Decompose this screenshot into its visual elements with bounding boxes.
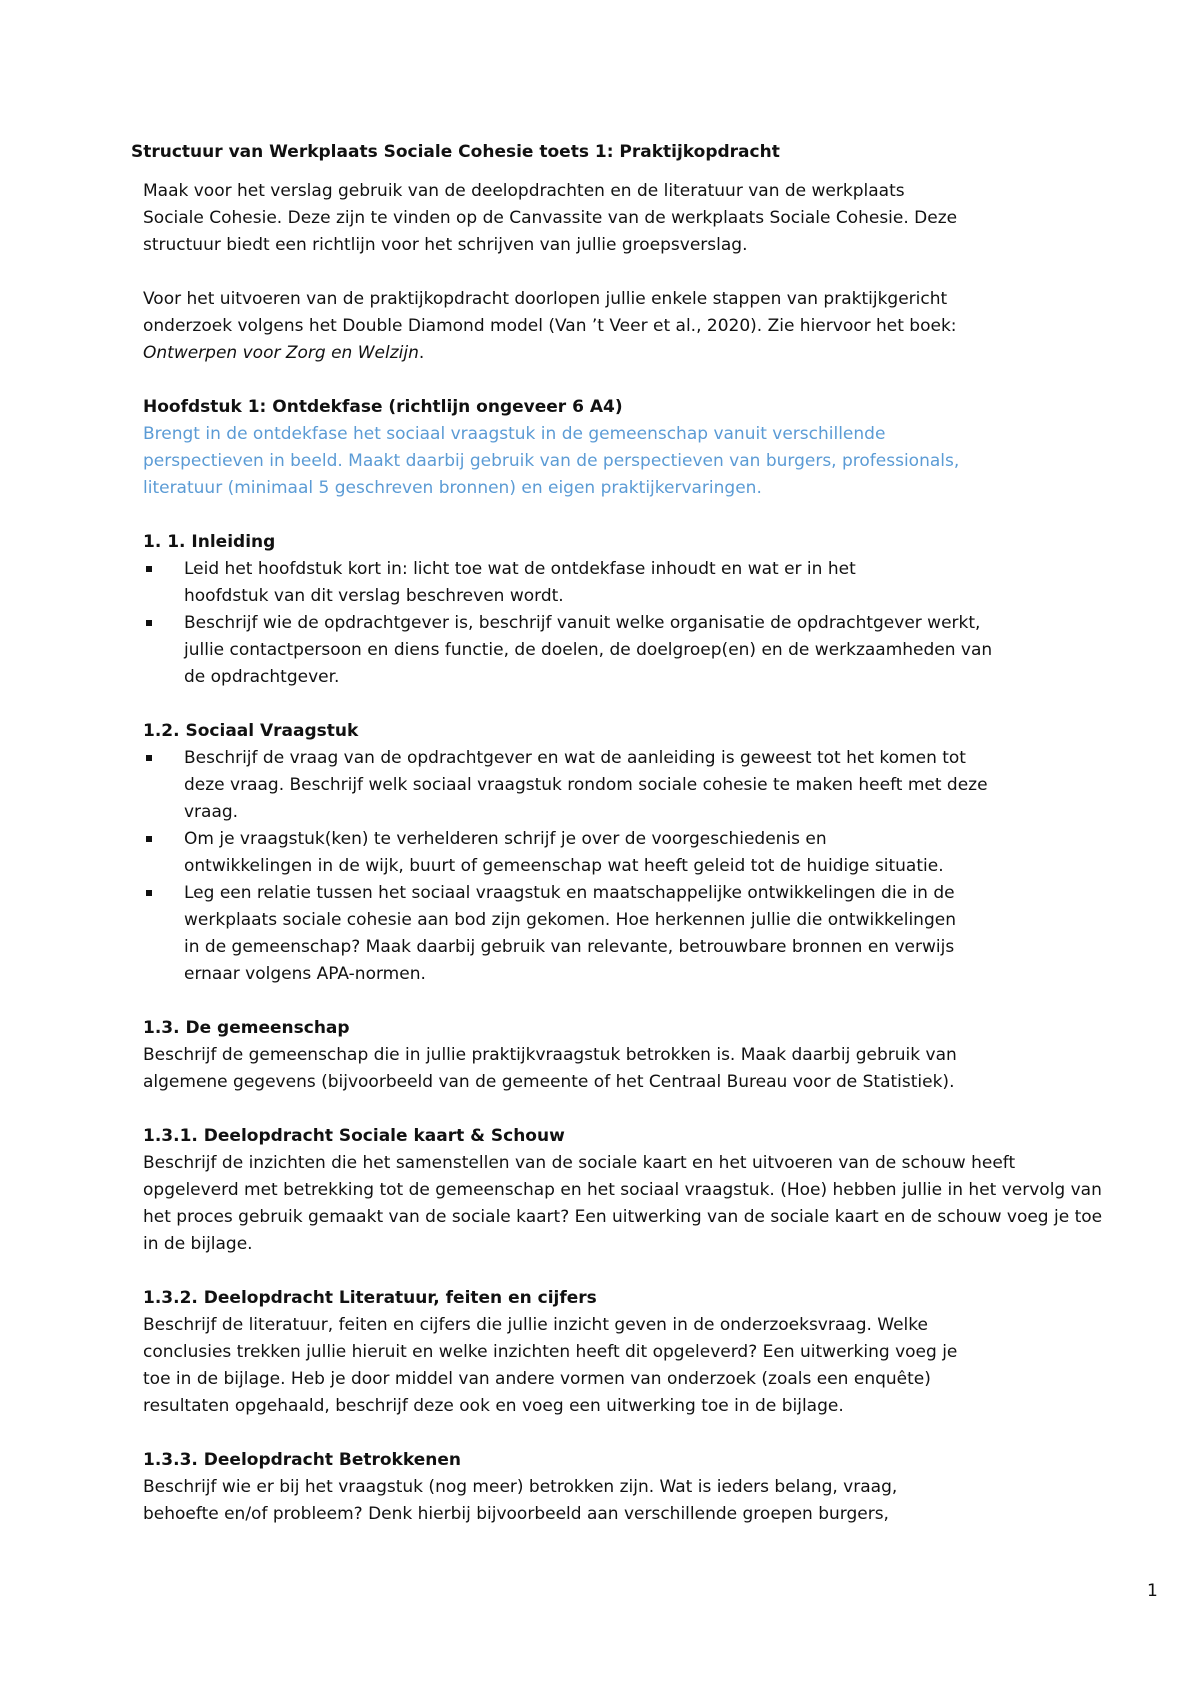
text-line: literatuur (minimaal 5 geschreven bronnen) en eigen praktijkervaringen. <box>143 478 762 498</box>
bullet-item <box>143 826 1153 880</box>
text-line: Beschrijf wie er bij het vraagstuk (nog meer) betrokken zijn. Wat is ieders belang, vraag, <box>143 1477 898 1497</box>
text-line: Beschrijf de literatuur, feiten en cijfers die jullie inzicht geven in de onderzoeksvraag. Welke <box>143 1315 928 1335</box>
text-line: Beschrijf wie de opdrachtgever is, beschrijf vanuit welke organisatie de opdrachtgever werkt, <box>184 613 981 633</box>
section-1-3-2 <box>143 1285 1153 1420</box>
bullet-list <box>143 556 1153 691</box>
text-line: Brengt in de ontdekfase het sociaal vraagstuk in de gemeenschap vanuit verschillende <box>143 424 886 444</box>
text-line: hoofdstuk van dit verslag beschreven wordt. <box>184 586 564 606</box>
section-heading: 1.3. De gemeenschap <box>143 1018 350 1038</box>
text-line: het proces gebruik gemaakt van de sociale kaart? Een uitwerking van de sociale kaart en de schouw voeg je toe <box>143 1207 1103 1227</box>
section-heading: 1.2. Sociaal Vraagstuk <box>143 721 359 741</box>
text-line: ontwikkelingen in de wijk, buurt of gemeenschap wat heeft geleid tot de huidige situatie. <box>184 856 944 876</box>
document-title: Structuur van Werkplaats Sociale Cohesie toets 1: Praktijkopdracht <box>131 142 780 162</box>
text-line: Beschrijf de inzichten die het samenstellen van de sociale kaart en het uitvoeren van de schouw heeft <box>143 1153 1016 1173</box>
bullet-item <box>143 556 1153 610</box>
text-line: Maak voor het verslag gebruik van de deelopdrachten en de literatuur van de werkplaats <box>143 181 905 201</box>
section-1-2 <box>143 718 1153 988</box>
bullet-item <box>143 745 1153 826</box>
text-line: jullie contactpersoon en diens functie, de doelen, de doelgroep(en) en de werkzaamheden van <box>184 640 993 660</box>
chapter-1-section <box>143 394 1153 502</box>
bullet-item <box>143 880 1153 988</box>
text-line: Leg een relatie tussen het sociaal vraagstuk en maatschappelijke ontwikkelingen die in de <box>184 883 955 903</box>
bullet-list <box>143 745 1153 988</box>
text-line: behoefte en/of probleem? Denk hierbij bijvoorbeeld aan verschillende groepen burgers, <box>143 1504 889 1524</box>
book-title: Ontwerpen voor Zorg en Welzijn <box>143 343 419 363</box>
text-line: opgeleverd met betrekking tot de gemeenschap en het sociaal vraagstuk. (Hoe) hebben jullie in het vervolg van <box>143 1180 1102 1200</box>
text-line: algemene gegevens (bijvoorbeeld van de gemeente of het Centraal Bureau voor de Statistiek). <box>143 1072 955 1092</box>
text-line: vraag. <box>184 802 239 822</box>
text-line: perspectieven in beeld. Maakt daarbij gebruik van de perspectieven van burgers, professionals, <box>143 451 960 471</box>
text-line: de opdrachtgever. <box>184 667 340 687</box>
text-line: Voor het uitvoeren van de praktijkopdracht doorlopen jullie enkele stappen van praktijkgericht <box>143 289 948 309</box>
section-1-3 <box>143 1015 1153 1096</box>
page-number: 1 <box>1147 1581 1158 1601</box>
book-title-suffix: . <box>418 343 425 363</box>
section-1-3-1 <box>143 1123 1153 1258</box>
intro-paragraph <box>143 178 1153 259</box>
section-heading: 1. 1. Inleiding <box>143 532 276 552</box>
text-line: Beschrijf de vraag van de opdrachtgever en wat de aanleiding is geweest tot het komen tot <box>184 748 966 768</box>
text-line: Beschrijf de gemeenschap die in jullie praktijkvraagstuk betrokken is. Maak daarbij gebruik van <box>143 1045 957 1065</box>
text-line: deze vraag. Beschrijf welk sociaal vraagstuk rondom sociale cohesie te maken heeft met deze <box>184 775 988 795</box>
chapter-1-heading: Hoofdstuk 1: Ontdekfase (richtlijn ongeveer 6 A4) <box>143 397 623 417</box>
text-line <box>143 340 1153 367</box>
text-line: toe in de bijlage. Heb je door middel van andere vormen van onderzoek (zoals een enquête) <box>143 1369 931 1389</box>
text-line: Leid het hoofdstuk kort in: licht toe wat de ontdekfase inhoudt en wat er in het <box>184 559 856 579</box>
text-line: onderzoek volgens het Double Diamond model (Van ’t Veer et al., 2020). Zie hiervoor het boek: <box>143 316 957 336</box>
section-heading: 1.3.2. Deelopdracht Literatuur, feiten en cijfers <box>143 1288 597 1308</box>
section-1-3-3 <box>143 1447 1153 1528</box>
text-line: ernaar volgens APA-normen. <box>184 964 426 984</box>
section-heading: 1.3.3. Deelopdracht Betrokkenen <box>143 1450 461 1470</box>
text-line: resultaten opgehaald, beschrijf deze ook en voeg een uitwerking toe in de bijlage. <box>143 1396 844 1416</box>
document-body <box>131 139 1153 1528</box>
bullet-item <box>143 610 1153 691</box>
practice-paragraph <box>143 286 1153 367</box>
section-1-1 <box>143 529 1153 691</box>
text-line: in de gemeenschap? Maak daarbij gebruik van relevante, betrouwbare bronnen en verwijs <box>184 937 955 957</box>
text-line: Sociale Cohesie. Deze zijn te vinden op de Canvassite van de werkplaats Sociale Cohesie. Deze <box>143 208 958 228</box>
text-line: Om je vraagstuk(ken) te verhelderen schrijf je over de voorgeschiedenis en <box>184 829 827 849</box>
text-line: conclusies trekken jullie hieruit en welke inzichten heeft dit opgeleverd? Een uitwerking voeg je <box>143 1342 958 1362</box>
text-line: in de bijlage. <box>143 1234 253 1254</box>
text-line: structuur biedt een richtlijn voor het schrijven van jullie groepsverslag. <box>143 235 748 255</box>
section-heading: 1.3.1. Deelopdracht Sociale kaart & Schouw <box>143 1126 565 1146</box>
text-line: werkplaats sociale cohesie aan bod zijn gekomen. Hoe herkennen jullie die ontwikkelingen <box>184 910 956 930</box>
